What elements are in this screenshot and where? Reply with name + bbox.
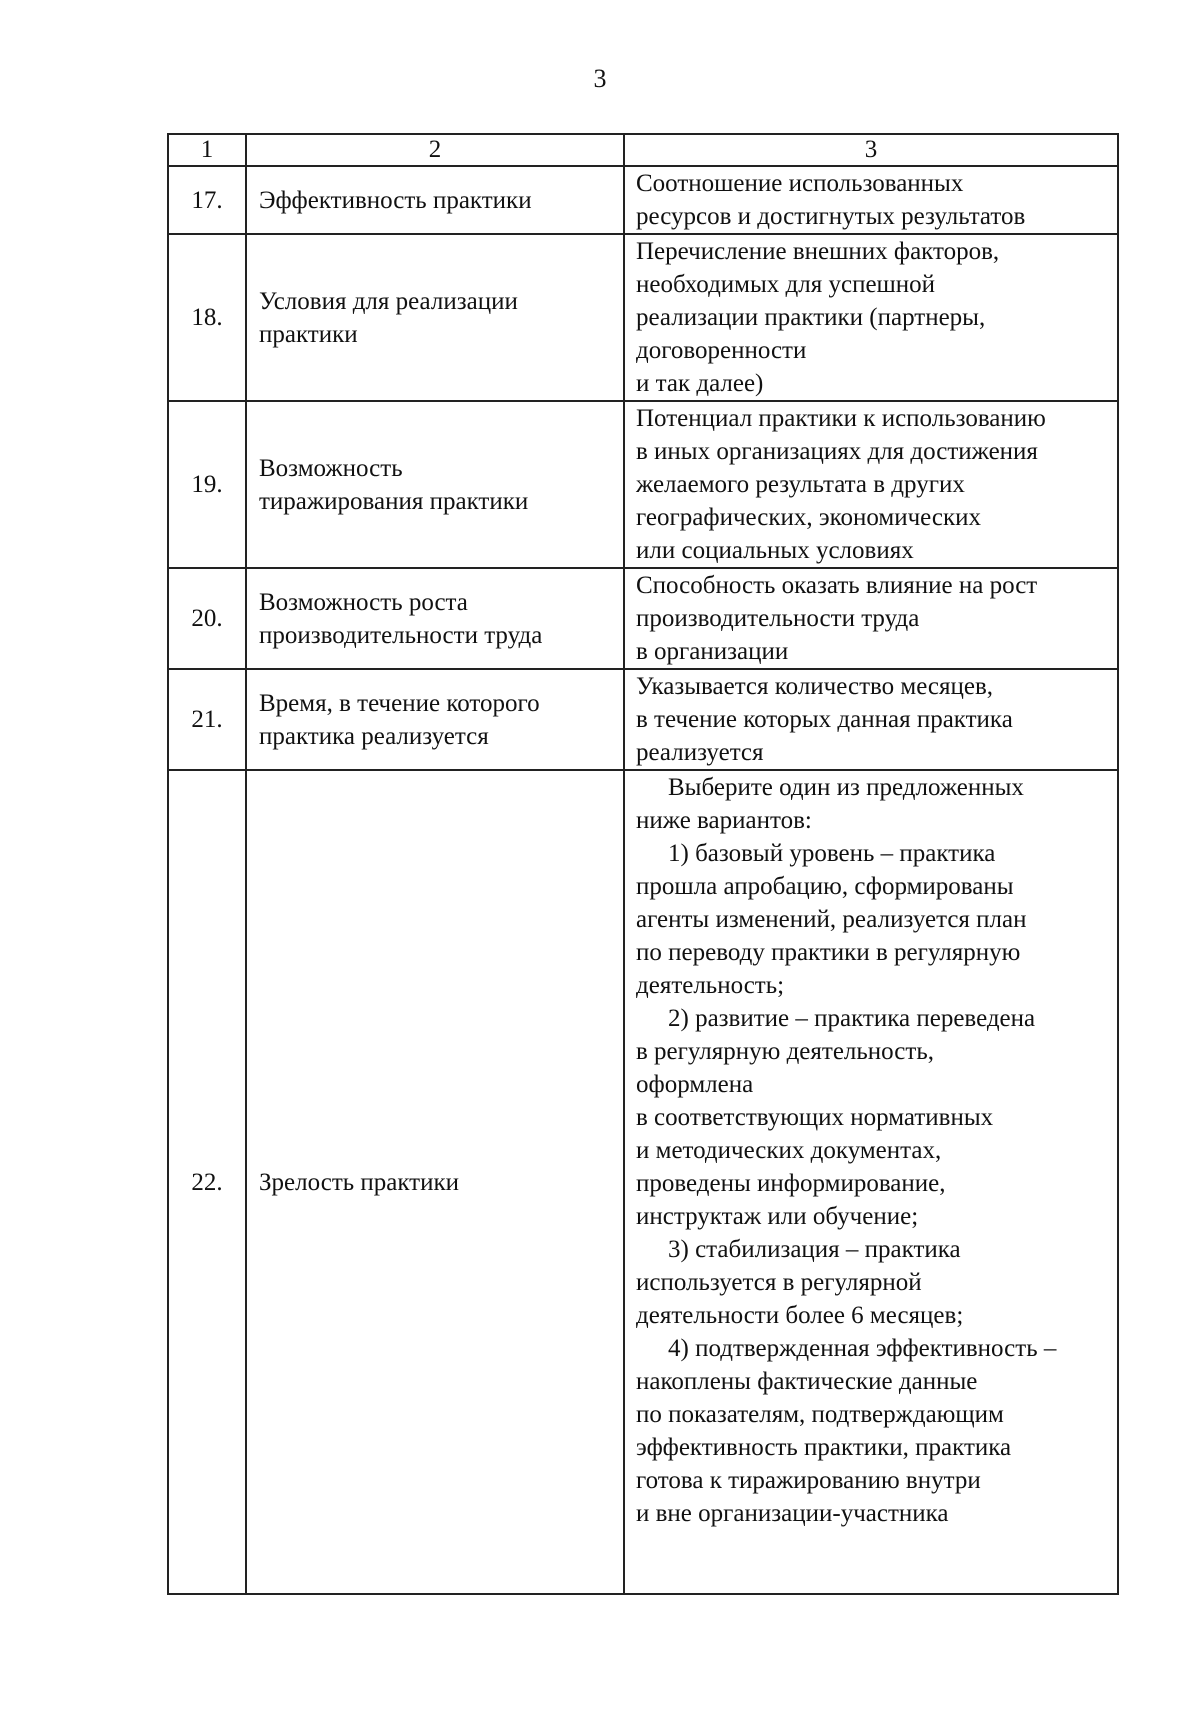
- table-row: [168, 401, 1118, 568]
- criterion-name-line: Возможность роста: [259, 588, 468, 616]
- description-line: географических, экономических: [636, 504, 981, 531]
- row-number: 18.: [168, 234, 246, 401]
- description-line: прошла апробацию, сформированы: [636, 873, 1014, 900]
- description-line: 1) базовый уровень – практика: [668, 840, 996, 867]
- table-header-row: [168, 134, 1118, 166]
- description-line: договоренности: [636, 337, 807, 364]
- description-line: реализации практики (партнеры,: [636, 304, 986, 331]
- description-line: Выберите один из предложенных: [668, 774, 1024, 801]
- row-number: 20.: [168, 568, 246, 669]
- header-col-3: 3: [624, 134, 1118, 166]
- criterion-name-line: Эффективность практики: [259, 186, 532, 214]
- description-line: в соответствующих нормативных: [636, 1104, 994, 1131]
- description-line: ресурсов и достигнутых результатов: [636, 203, 1026, 230]
- criterion-name-line: Время, в течение которого: [259, 689, 540, 717]
- description-line: Соотношение использованных: [636, 170, 964, 197]
- description-line: эффективность практики, практика: [636, 1434, 1012, 1461]
- description-line: в регулярную деятельность,: [636, 1038, 934, 1065]
- criterion-name-line: практика реализуется: [259, 722, 489, 750]
- description-line: 2) развитие – практика переведена: [668, 1005, 1036, 1032]
- description-line: в организации: [636, 638, 789, 665]
- description-line: и методических документах,: [636, 1137, 942, 1164]
- description-line: 4) подтвержденная эффективность –: [668, 1335, 1057, 1362]
- description-line: готова к тиражированию внутри: [636, 1467, 981, 1494]
- description-line: используется в регулярной: [636, 1269, 922, 1296]
- criterion-description: [624, 770, 1118, 1594]
- table-row: [168, 166, 1118, 234]
- description-line: оформлена: [636, 1071, 754, 1098]
- criterion-name: [246, 669, 624, 770]
- description-line: по показателям, подтверждающим: [636, 1401, 1004, 1428]
- row-number: 19.: [168, 401, 246, 568]
- criterion-description: [624, 166, 1118, 234]
- description-line: необходимых для успешной: [636, 271, 936, 298]
- header-col-2: 2: [246, 134, 624, 166]
- description-line: Способность оказать влияние на рост: [636, 572, 1038, 599]
- description-line: желаемого результата в других: [636, 471, 965, 498]
- description-line: Указывается количество месяцев,: [636, 673, 994, 700]
- table-row: [168, 234, 1118, 401]
- row-number: 17.: [168, 166, 246, 234]
- criterion-description: [624, 568, 1118, 669]
- description-line: Перечисление внешних факторов,: [636, 238, 1000, 265]
- description-line: по переводу практики в регулярную: [636, 939, 1021, 966]
- row-number: 22.: [168, 770, 246, 1594]
- criterion-name: [246, 568, 624, 669]
- description-line: инструктаж или обучение;: [636, 1203, 919, 1230]
- criterion-name: [246, 401, 624, 568]
- description-line: ниже вариантов:: [636, 807, 812, 834]
- table-row: [168, 568, 1118, 669]
- criterion-name-line: производительности труда: [259, 621, 543, 649]
- criterion-name: [246, 166, 624, 234]
- table-row: [168, 770, 1118, 1594]
- description-line: или социальных условиях: [636, 537, 914, 564]
- description-line: деятельности более 6 месяцев;: [636, 1302, 964, 1329]
- description-line: накоплены фактические данные: [636, 1368, 978, 1395]
- description-line: Потенциал практики к использованию: [636, 405, 1046, 432]
- criterion-name-line: практики: [259, 320, 358, 348]
- description-line: агенты изменений, реализуется план: [636, 906, 1027, 933]
- page-number: 3: [593, 64, 607, 93]
- description-line: деятельность;: [636, 972, 785, 999]
- description-line: реализуется: [636, 739, 764, 766]
- table-row: [168, 669, 1118, 770]
- description-line: производительности труда: [636, 605, 920, 632]
- description-line: в иных организациях для достижения: [636, 438, 1038, 465]
- criterion-name: [246, 770, 624, 1594]
- criterion-description: [624, 234, 1118, 401]
- description-line: проведены информирование,: [636, 1170, 946, 1197]
- criterion-description: [624, 669, 1118, 770]
- description-line: и вне организации-участника: [636, 1500, 949, 1527]
- criterion-name-line: тиражирования практики: [259, 487, 529, 515]
- criterion-name-line: Зрелость практики: [259, 1168, 460, 1196]
- description-line: в течение которых данная практика: [636, 706, 1013, 733]
- criteria-table: [167, 133, 1119, 1595]
- criterion-name-line: Условия для реализации: [259, 287, 518, 315]
- row-number: 21.: [168, 669, 246, 770]
- criterion-name-line: Возможность: [259, 454, 403, 482]
- criterion-name: [246, 234, 624, 401]
- header-col-1: 1: [168, 134, 246, 166]
- criterion-description: [624, 401, 1118, 568]
- description-line: и так далее): [636, 370, 764, 397]
- description-line: 3) стабилизация – практика: [668, 1236, 961, 1263]
